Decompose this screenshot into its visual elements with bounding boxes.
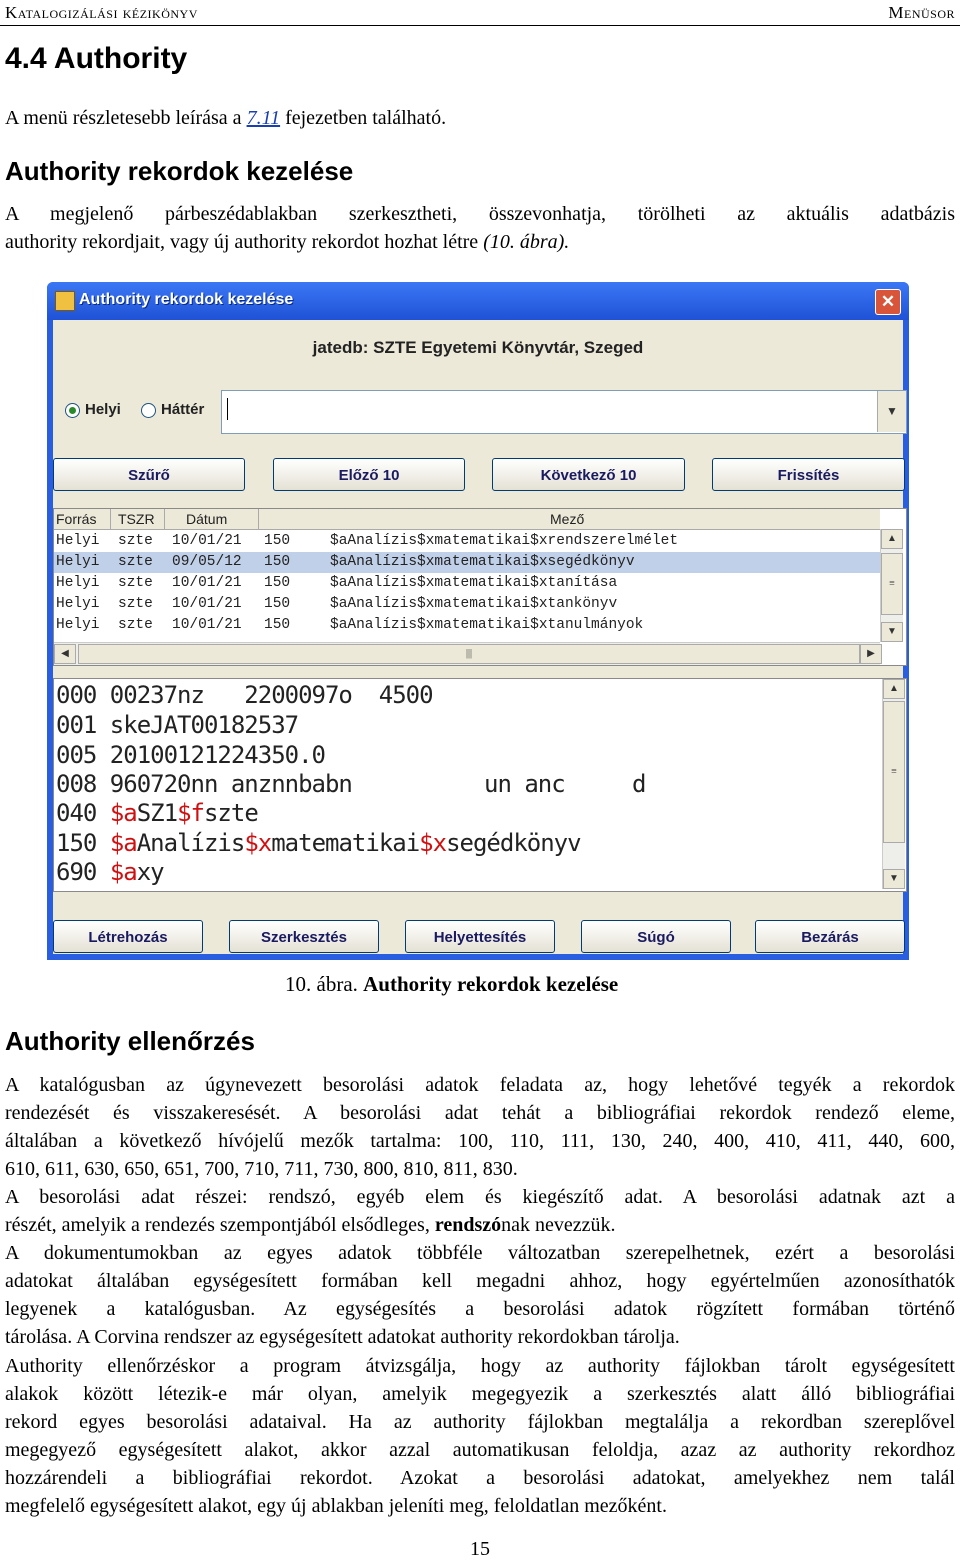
paragraph-line: alakok között létezik-e már olyan, amelyik megegyezik a szerkesztés alatt álló bibliográfiai [5, 1383, 955, 1405]
paragraph-line: adatokat általában egységesített formában kell megadni ahhoz, hogy egyértelműen azonosíthatók [5, 1270, 955, 1292]
cell-date: 09/05/12 [172, 554, 242, 570]
cell-source: Helyi [56, 533, 100, 549]
search-combobox[interactable] [221, 390, 907, 434]
cell-date: 10/01/21 [172, 596, 242, 612]
subfield-code: $x [419, 829, 447, 857]
scroll-down-icon[interactable]: ▼ [883, 869, 905, 889]
dialog-titlebar[interactable] [47, 282, 909, 320]
subfield-value: xy [136, 858, 164, 886]
radio-background-label: Háttér [161, 401, 205, 418]
records-table [53, 508, 907, 666]
marc-line-008: 008 960720nn anznnbabn [56, 770, 352, 798]
cell-source: Helyi [56, 554, 100, 570]
subfield-value: Analízis [136, 829, 245, 857]
marc-tag: 690 [56, 858, 97, 886]
marc-line-008-end: d [632, 770, 646, 798]
scroll-right-icon[interactable]: ▶ [860, 644, 882, 664]
marc-line-000: 000 00237nz 2200097o 4500 [56, 681, 433, 709]
paragraph-line: tárolása. A Corvina rendszer az egységesített adatokat authority rekordokban tárolja. [5, 1326, 680, 1348]
marc-line-001: 001 skeJAT00182537 [56, 711, 299, 739]
cell-date: 10/01/21 [172, 575, 242, 591]
cell-field: $aAnalízis$xmatematikai$xtanulmányok [330, 617, 644, 633]
create-button[interactable]: Létrehozás [53, 920, 203, 953]
app-icon [55, 291, 75, 311]
running-header-left: Katalogizálási kézikönyv [5, 3, 198, 22]
scroll-left-icon[interactable]: ◀ [54, 644, 76, 664]
column-divider [110, 509, 111, 529]
scroll-thumb-grip-icon[interactable]: ≡ [883, 701, 905, 843]
header-rule [0, 25, 960, 26]
previous-10-button[interactable]: Előző 10 [273, 458, 465, 491]
cell-tag: 150 [264, 617, 291, 633]
term-rendszo: rendszó [434, 1214, 502, 1236]
subfield-code: $f [177, 799, 204, 827]
paragraph-line: 610, 611, 630, 650, 651, 700, 710, 711, 730, 800, 810, 811, 830. [5, 1158, 518, 1180]
scroll-thumb-grip-icon[interactable]: ||| [78, 644, 860, 664]
chevron-down-icon[interactable]: ▼ [877, 391, 906, 432]
radio-background[interactable] [141, 403, 156, 418]
cell-field: $aAnalízis$xmatematikai$xsegédkönyv [330, 554, 635, 570]
cell-source: Helyi [56, 596, 100, 612]
paragraph-line: hozzárendeli a bibliográfiai rekordot. Azokat a besorolási adatokat, amelyekhez nem talál [5, 1467, 955, 1489]
dialog-client-area [53, 320, 903, 954]
table-row[interactable] [54, 531, 880, 552]
cell-tszr: szte [118, 533, 153, 549]
section-title: 4.4 Authority [5, 42, 188, 75]
paragraph-line: Authority ellenőrzéskor a program átvizsgálja, hogy az authority fájlokban tárolt egységesített [5, 1355, 955, 1377]
intro-paragraph [5, 104, 446, 132]
table-horizontal-scrollbar[interactable] [54, 642, 880, 665]
marc-line-008-cont: un anc [484, 770, 565, 798]
close-button[interactable]: Bezárás [755, 920, 905, 953]
marc-record-view[interactable] [53, 678, 907, 892]
paragraph-text: részét, amelyik a rendezés szempontjából elsődleges, [5, 1214, 430, 1236]
paragraph-line: megegyező egységesített alakot, akkor azzal automatikusan feloldja, azaz az authority rekordhoz [5, 1439, 955, 1461]
chapter-link[interactable]: 7.11 [246, 107, 281, 129]
running-header-right: Menüsor [888, 3, 955, 22]
cell-source: Helyi [56, 617, 100, 633]
table-vertical-scrollbar[interactable] [880, 529, 903, 642]
filter-button[interactable]: Szűrő [53, 458, 245, 491]
refresh-button[interactable]: Frissítés [712, 458, 905, 491]
close-icon[interactable]: ✕ [875, 289, 901, 315]
paragraph-line [5, 228, 569, 256]
cell-tag: 150 [264, 575, 291, 591]
paragraph-line: rekord egyes besorolási adataival. Ha az authority fájlokban megtalálja a rekordban szereplővel [5, 1411, 955, 1433]
dialog-title: Authority rekordok kezelése [79, 291, 294, 308]
replace-button[interactable]: Helyettesítés [405, 920, 555, 953]
scroll-down-icon[interactable]: ▼ [881, 622, 903, 642]
cell-tszr: szte [118, 554, 153, 570]
paragraph-line: megfelelő egységesített alakot, egy új ablakban jeleníti meg, feloldatlan mezőként. [5, 1495, 667, 1517]
subfield-code: $a [109, 858, 137, 886]
cell-field: $aAnalízis$xmatematikai$xtanítása [330, 575, 618, 591]
radio-local[interactable] [65, 403, 80, 418]
table-header [54, 509, 880, 530]
subfield-code: $x [244, 829, 272, 857]
marc-tag: 150 [56, 829, 97, 857]
help-button[interactable]: Súgó [581, 920, 731, 953]
figure-number: 10. ábra. [285, 972, 358, 996]
subfield-code: $a [109, 829, 137, 857]
figure-title: Authority rekordok kezelése [363, 972, 619, 996]
edit-button[interactable]: Szerkesztés [229, 920, 379, 953]
marc-vertical-scrollbar[interactable] [882, 679, 905, 889]
paragraph-line: általában a következő hívójelű mezők tartalma: 100, 110, 111, 130, 240, 400, 410, 411, 440, 600, [5, 1130, 955, 1152]
paragraph-line: A besorolási adat részei: rendszó, egyéb elem és kiegészítő adat. A besorolási adatnak azt a [5, 1186, 955, 1208]
column-divider [164, 509, 165, 529]
column-header-source[interactable]: Forrás [56, 511, 97, 527]
radio-local-label: Helyi [85, 401, 121, 418]
intro-suffix: fejezetben található. [285, 107, 447, 129]
cell-source: Helyi [56, 575, 100, 591]
scroll-thumb-grip-icon[interactable]: ≡ [881, 553, 903, 615]
paragraph-line [5, 1211, 616, 1239]
marc-line-040 [56, 799, 258, 827]
column-header-date[interactable]: Dátum [186, 511, 228, 527]
cell-date: 10/01/21 [172, 617, 242, 633]
subfield-value: segédkönyv [446, 829, 581, 857]
subsection-title-check: Authority ellenőrzés [5, 1026, 255, 1056]
subfield-code: $a [109, 799, 137, 827]
database-title: jatedb: SZTE Egyetemi Könyvtár, Szeged [312, 338, 644, 357]
table-row[interactable] [54, 615, 880, 636]
cell-date: 10/01/21 [172, 533, 242, 549]
cell-tszr: szte [118, 617, 153, 633]
column-header-field[interactable]: Mező [550, 511, 585, 527]
column-header-tszr[interactable]: TSZR [118, 511, 155, 527]
table-row[interactable] [54, 594, 880, 615]
table-row-selected[interactable] [54, 552, 880, 573]
subfield-value: matematikai [271, 829, 420, 857]
figure-caption [285, 972, 618, 997]
paragraph-line: A katalógusban az úgynevezett besorolási adatok feladata az, hogy lehetővé tegyék a rekordok [5, 1074, 955, 1096]
paragraph-text: authority rekordjait, vagy új authority rekordot hozhat létre [5, 231, 479, 253]
column-divider [258, 509, 259, 529]
paragraph-line: rendezését és visszakeresését. A besorolási adat tehát a bibliográfiai rekordok rendező eleme, [5, 1102, 955, 1124]
next-10-button[interactable]: Következő 10 [492, 458, 685, 491]
cell-field: $aAnalízis$xmatematikai$xrendszerelmélet [330, 533, 679, 549]
cell-tag: 150 [264, 554, 291, 570]
paragraph-text: nak nevezzük. [501, 1214, 616, 1236]
marc-tag: 040 [56, 799, 97, 827]
text-caret [227, 398, 228, 420]
paragraph-line: A megjelenő párbeszédablakban szerkesztheti, összevonhatja, törölheti az aktuális adatbázis [5, 203, 955, 225]
authority-dialog [47, 282, 909, 960]
marc-line-690 [56, 858, 164, 886]
subfield-value: SZ1 [136, 799, 178, 827]
cell-tszr: szte [118, 596, 153, 612]
marc-line-150 [56, 829, 581, 857]
subfield-value: szte [203, 799, 258, 827]
page-number: 15 [470, 1538, 490, 1560]
figure-reference: (10. ábra). [483, 231, 570, 253]
cell-field: $aAnalízis$xmatematikai$xtankönyv [330, 596, 618, 612]
paragraph-line: A dokumentumokban az egyes adatok többféle változatban szerepelhetnek, ezért a besorolási [5, 1242, 955, 1264]
marc-line-005: 005 20100121224350.0 [56, 741, 325, 769]
cell-tszr: szte [118, 575, 153, 591]
scroll-up-icon[interactable]: ▲ [881, 529, 903, 549]
cell-tag: 150 [264, 596, 291, 612]
paragraph-line: legyenek a katalógusban. Az egységesítés a besorolási adatok rögzített formában történő [5, 1298, 955, 1320]
cell-tag: 150 [264, 533, 291, 549]
table-row[interactable] [54, 573, 880, 594]
intro-prefix: A menü részletesebb leírása a [5, 107, 242, 129]
subsection-title-records: Authority rekordok kezelése [5, 156, 354, 186]
scroll-up-icon[interactable]: ▲ [883, 679, 905, 699]
